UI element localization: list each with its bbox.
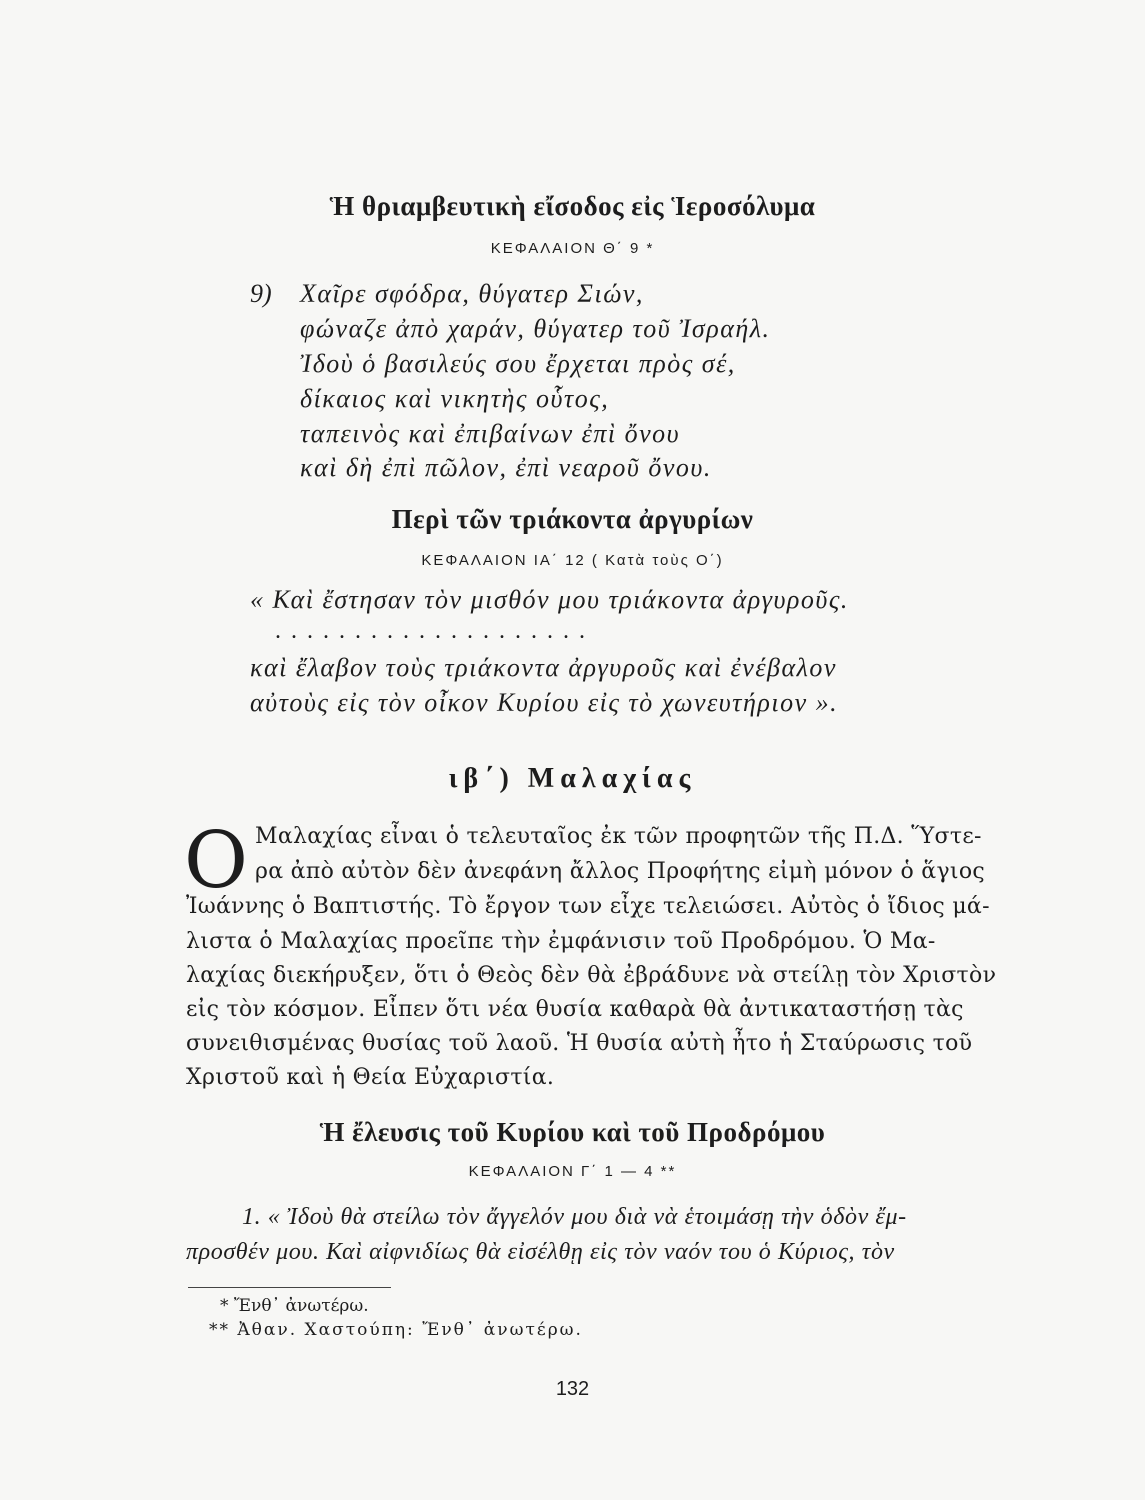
chapter-reference-1: ΚΕΦΑΛΑΙΟΝ Θ΄ 9 *: [490, 240, 655, 257]
verse-line: ταπεινὸς καὶ ἐπιβαίνων ἐπὶ ὄνου: [300, 419, 681, 448]
verse-line: δίκαιος καὶ νικητὴς οὗτος,: [300, 384, 610, 413]
paragraph-line: Ἰωάννης ὁ Βαπτιστής. Τὸ ἔργον των εἶχε τελειώσει. Αὐτὸς ὁ ἴδιος μά-: [186, 894, 990, 919]
drop-cap: Ο: [184, 816, 248, 906]
section-title-triumphal-entry: Ἡ θριαμβευτικὴ εἴσοδος εἰς Ἱεροσόλυμα: [329, 191, 816, 221]
paragraph-line: Μαλαχίας εἶναι ὁ τελευταῖος ἐκ τῶν προφητῶν τῆς Π.Δ. Ὕστε-: [255, 824, 982, 849]
quote-line: « Καὶ ἔστησαν τὸν μισθόν μου τριάκοντα ἀργυροῦς.: [250, 585, 849, 614]
paragraph-line: ρα ἀπὸ αὐτὸν δὲν ἀνεφάνη ἄλλος Προφήτης εἰμὴ μόνον ὁ ἅγιος: [255, 859, 985, 884]
ellipsis-dots: ....................: [275, 618, 595, 644]
quote-line: καὶ ἔλαβον τοὺς τριάκοντα ἀργυροῦς καὶ ἐνέβαλον: [250, 653, 837, 682]
verse-line: φώναζε ἀπὸ χαράν, θύγατερ τοῦ Ἰσραήλ.: [300, 314, 771, 343]
page-number: 132: [555, 1378, 590, 1400]
section-heading-malachi: ιβ΄) Μαλαχίας: [448, 763, 697, 794]
paragraph-line: Χριστοῦ καὶ ἡ Θεία Εὐχαριστία.: [186, 1065, 555, 1090]
chapter-reference-3: ΚΕΦΑΛΑΙΟΝ Γ΄ 1 — 4 **: [468, 1163, 677, 1180]
footnote-rule: [188, 1287, 391, 1288]
paragraph-line: συνειθισμένας θυσίας τοῦ λαοῦ. Ἡ θυσία αὐτὴ ἦτο ἡ Σταύρωσις τοῦ: [186, 1031, 973, 1056]
verse-line: Ἰδοὺ ὁ βασιλεύς σου ἔρχεται πρὸς σέ,: [300, 349, 736, 378]
section-title-coming-of-lord: Ἡ ἔλευσις τοῦ Κυρίου καὶ τοῦ Προδρόμου: [319, 1117, 826, 1147]
chapter-reference-2: ΚΕΦΑΛΑΙΟΝ ΙΑ΄ 12 ( Κατὰ τοὺς Ο΄): [421, 552, 724, 569]
section-title-thirty-silver: Περὶ τῶν τριάκοντα ἀργυρίων: [391, 504, 754, 534]
paragraph-line: λιστα ὁ Μαλαχίας προεῖπε τὴν ἐμφάνισιν τοῦ Προδρόμου. Ὁ Μα-: [186, 929, 936, 954]
verse-number: 9): [250, 279, 272, 308]
verse-line: Χαῖρε σφόδρα, θύγατερ Σιών,: [300, 279, 644, 308]
footnote: ** Ἀθαν. Χαστούπη: Ἔνθ᾽ ἀνωτέρω.: [209, 1320, 583, 1340]
paragraph-line: λαχίας διεκήρυξεν, ὅτι ὁ Θεὸς δὲν θὰ ἐβράδυνε νὰ στείλῃ τὸν Χριστὸν: [186, 963, 997, 988]
paragraph-line: εἰς τὸν κόσμον. Εἶπεν ὅτι νέα θυσία καθαρὰ θὰ ἀντικαταστήσῃ τὰς: [186, 997, 964, 1022]
footnote: * Ἔνθ᾽ ἀνωτέρω.: [220, 1296, 369, 1316]
quote-line: αὐτοὺς εἰς τὸν οἶκον Κυρίου εἰς τὸ χωνευτήριον ».: [250, 688, 839, 717]
verse-line: καὶ δὴ ἐπὶ πῶλον, ἐπὶ νεαροῦ ὄνου.: [300, 453, 712, 482]
verse-line: προσθέν μου. Καὶ αἰφνιδίως θὰ εἰσέλθῃ εἰς τὸν ναόν του ὁ Κύριος, τὸν: [186, 1239, 895, 1265]
verse-line: 1. « Ἰδοὺ θὰ στείλω τὸν ἄγγελόν μου διὰ νὰ ἑτοιμάσῃ τὴν ὁδὸν ἔμ-: [242, 1204, 907, 1230]
